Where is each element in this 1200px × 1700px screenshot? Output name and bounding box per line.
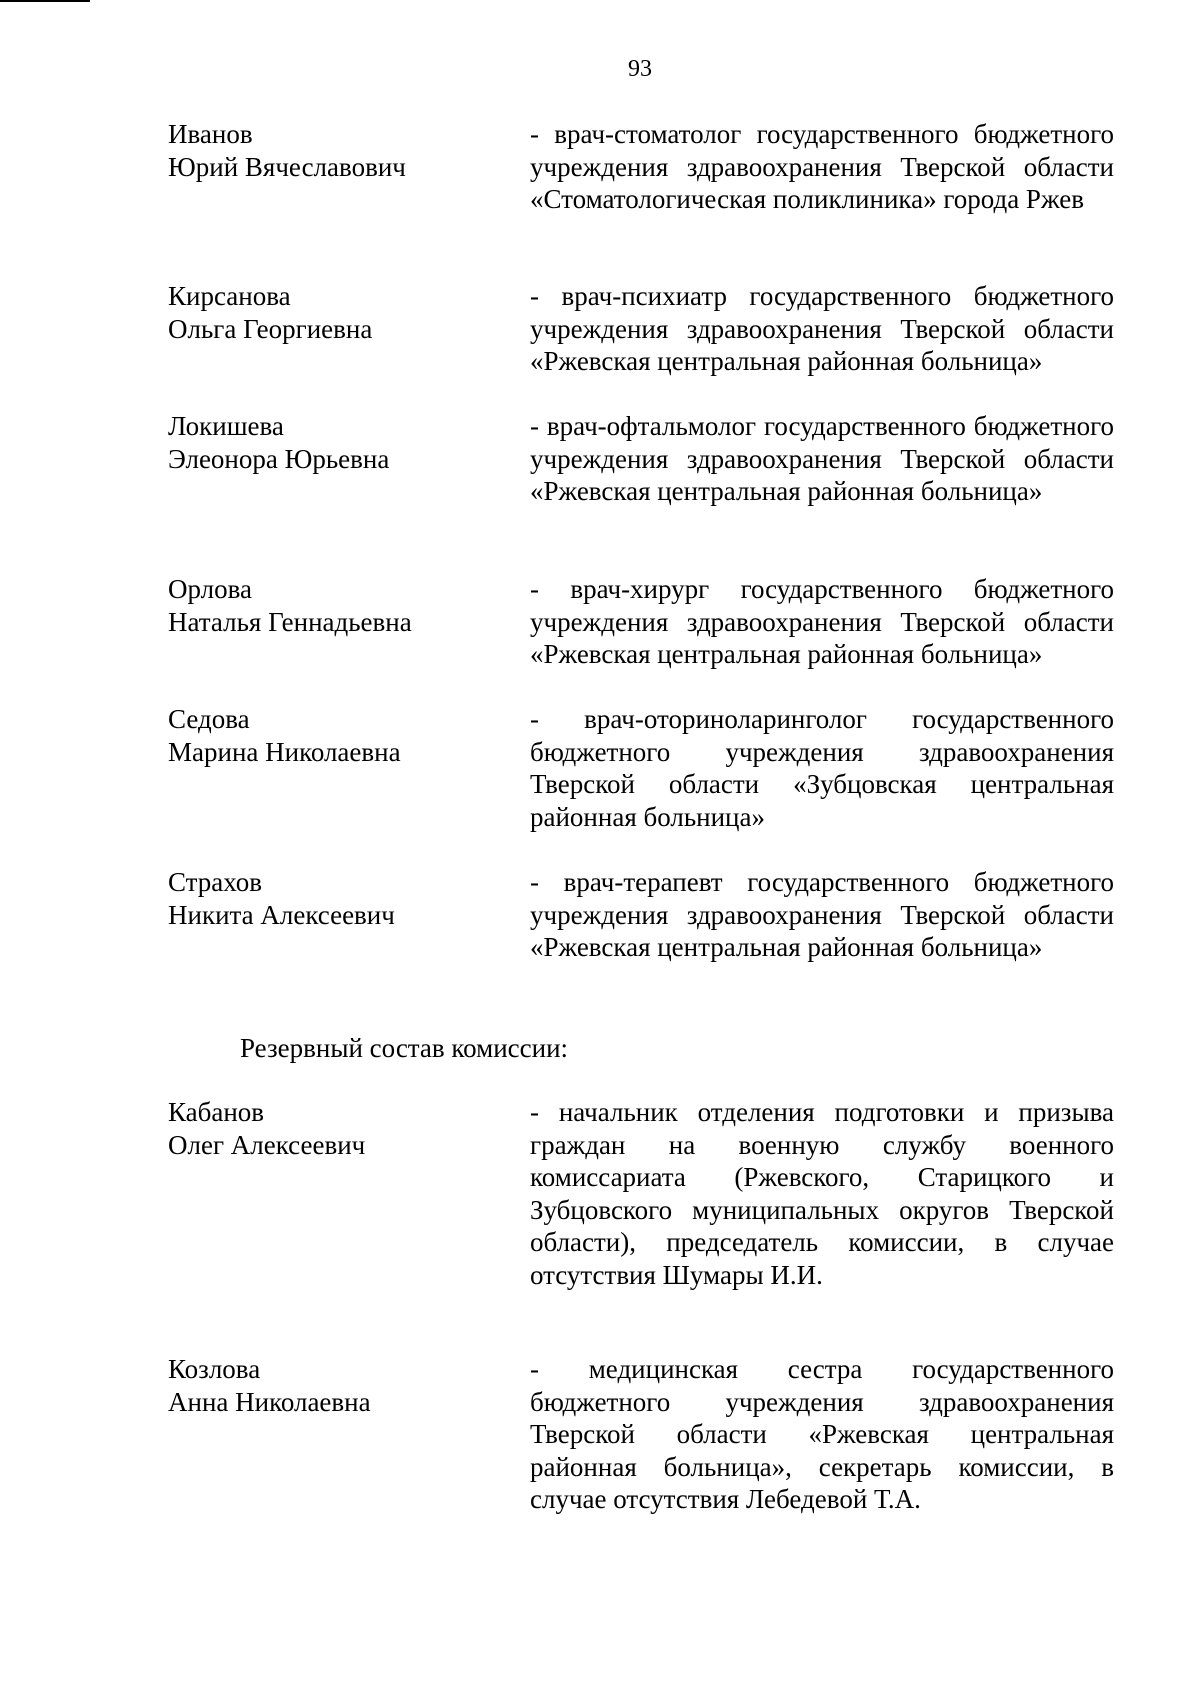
member-name xyxy=(168,1096,508,1161)
member-surname: Кирсанова xyxy=(168,281,291,311)
member-name xyxy=(168,866,508,931)
member-role: - врач-терапевт государственного бюджетного учреждения здравоохранения Тверской области «Ржевская центральная районная больница» xyxy=(530,867,1114,962)
member-role: - врач-психиатр государственного бюджетного учреждения здравоохранения Тверской области «Ржевская центральная районная больница» xyxy=(530,281,1114,376)
member-given-names: Марина Николаевна xyxy=(168,736,401,767)
member-name xyxy=(168,280,508,345)
member-surname: Кабанов xyxy=(168,1097,265,1127)
member-given-names: Наталья Геннадьевна xyxy=(168,606,412,637)
member-role: - врач-офтальмолог государственного бюджетного учреждения здравоохранения Тверской области «Ржевская центральная районная больница» xyxy=(530,411,1114,506)
member-name xyxy=(168,1353,508,1418)
member-surname: Локишева xyxy=(168,411,284,441)
reserve-heading: Резервный состав комиссии: xyxy=(240,1033,569,1063)
member-surname: Страхов xyxy=(168,867,262,897)
member-given-names: Олег Алексеевич xyxy=(168,1129,366,1160)
member-surname: Орлова xyxy=(168,574,252,604)
member-name xyxy=(168,410,508,475)
member-given-names: Анна Николаевна xyxy=(168,1386,371,1417)
member-surname: Козлова xyxy=(168,1354,261,1384)
member-role: - врач-стоматолог государственного бюджетного учреждения здравоохранения Тверской области «Стоматологическая поликлиника» города Ржев xyxy=(530,119,1114,214)
member-role: - врач-хирург государственного бюджетного учреждения здравоохранения Тверской области «Ржевская центральная районная больница» xyxy=(530,574,1114,669)
member-name xyxy=(168,118,508,183)
member-given-names: Юрий Вячеславович xyxy=(168,151,406,182)
member-role: - медицинская сестра государственного бюджетного учреждения здравоохранения Тверской области «Ржевская центральная районная больница», секретарь комиссии, в случае отсутствия Лебедевой Т.А. xyxy=(530,1354,1114,1514)
top-rule xyxy=(0,0,90,2)
member-name xyxy=(168,703,508,768)
member-surname: Седова xyxy=(168,704,250,734)
member-name xyxy=(168,573,508,638)
member-role: - врач-оториноларинголог государственного бюджетного учреждения здравоохранения Тверской области «Зубцовская центральная районная больница» xyxy=(530,704,1114,832)
member-given-names: Никита Алексеевич xyxy=(168,899,395,930)
member-given-names: Элеонора Юрьевна xyxy=(168,443,390,474)
page-number: 93 xyxy=(628,56,652,82)
member-given-names: Ольга Георгиевна xyxy=(168,313,373,344)
member-role: - начальник отделения подготовки и призыва граждан на военную службу военного комиссариата (Ржевского, Старицкого и Зубцовского муниципальных округов Тверской области), председатель комиссии, в случае отсутствия Шумары И.И. xyxy=(530,1097,1114,1290)
member-surname: Иванов xyxy=(168,119,253,149)
